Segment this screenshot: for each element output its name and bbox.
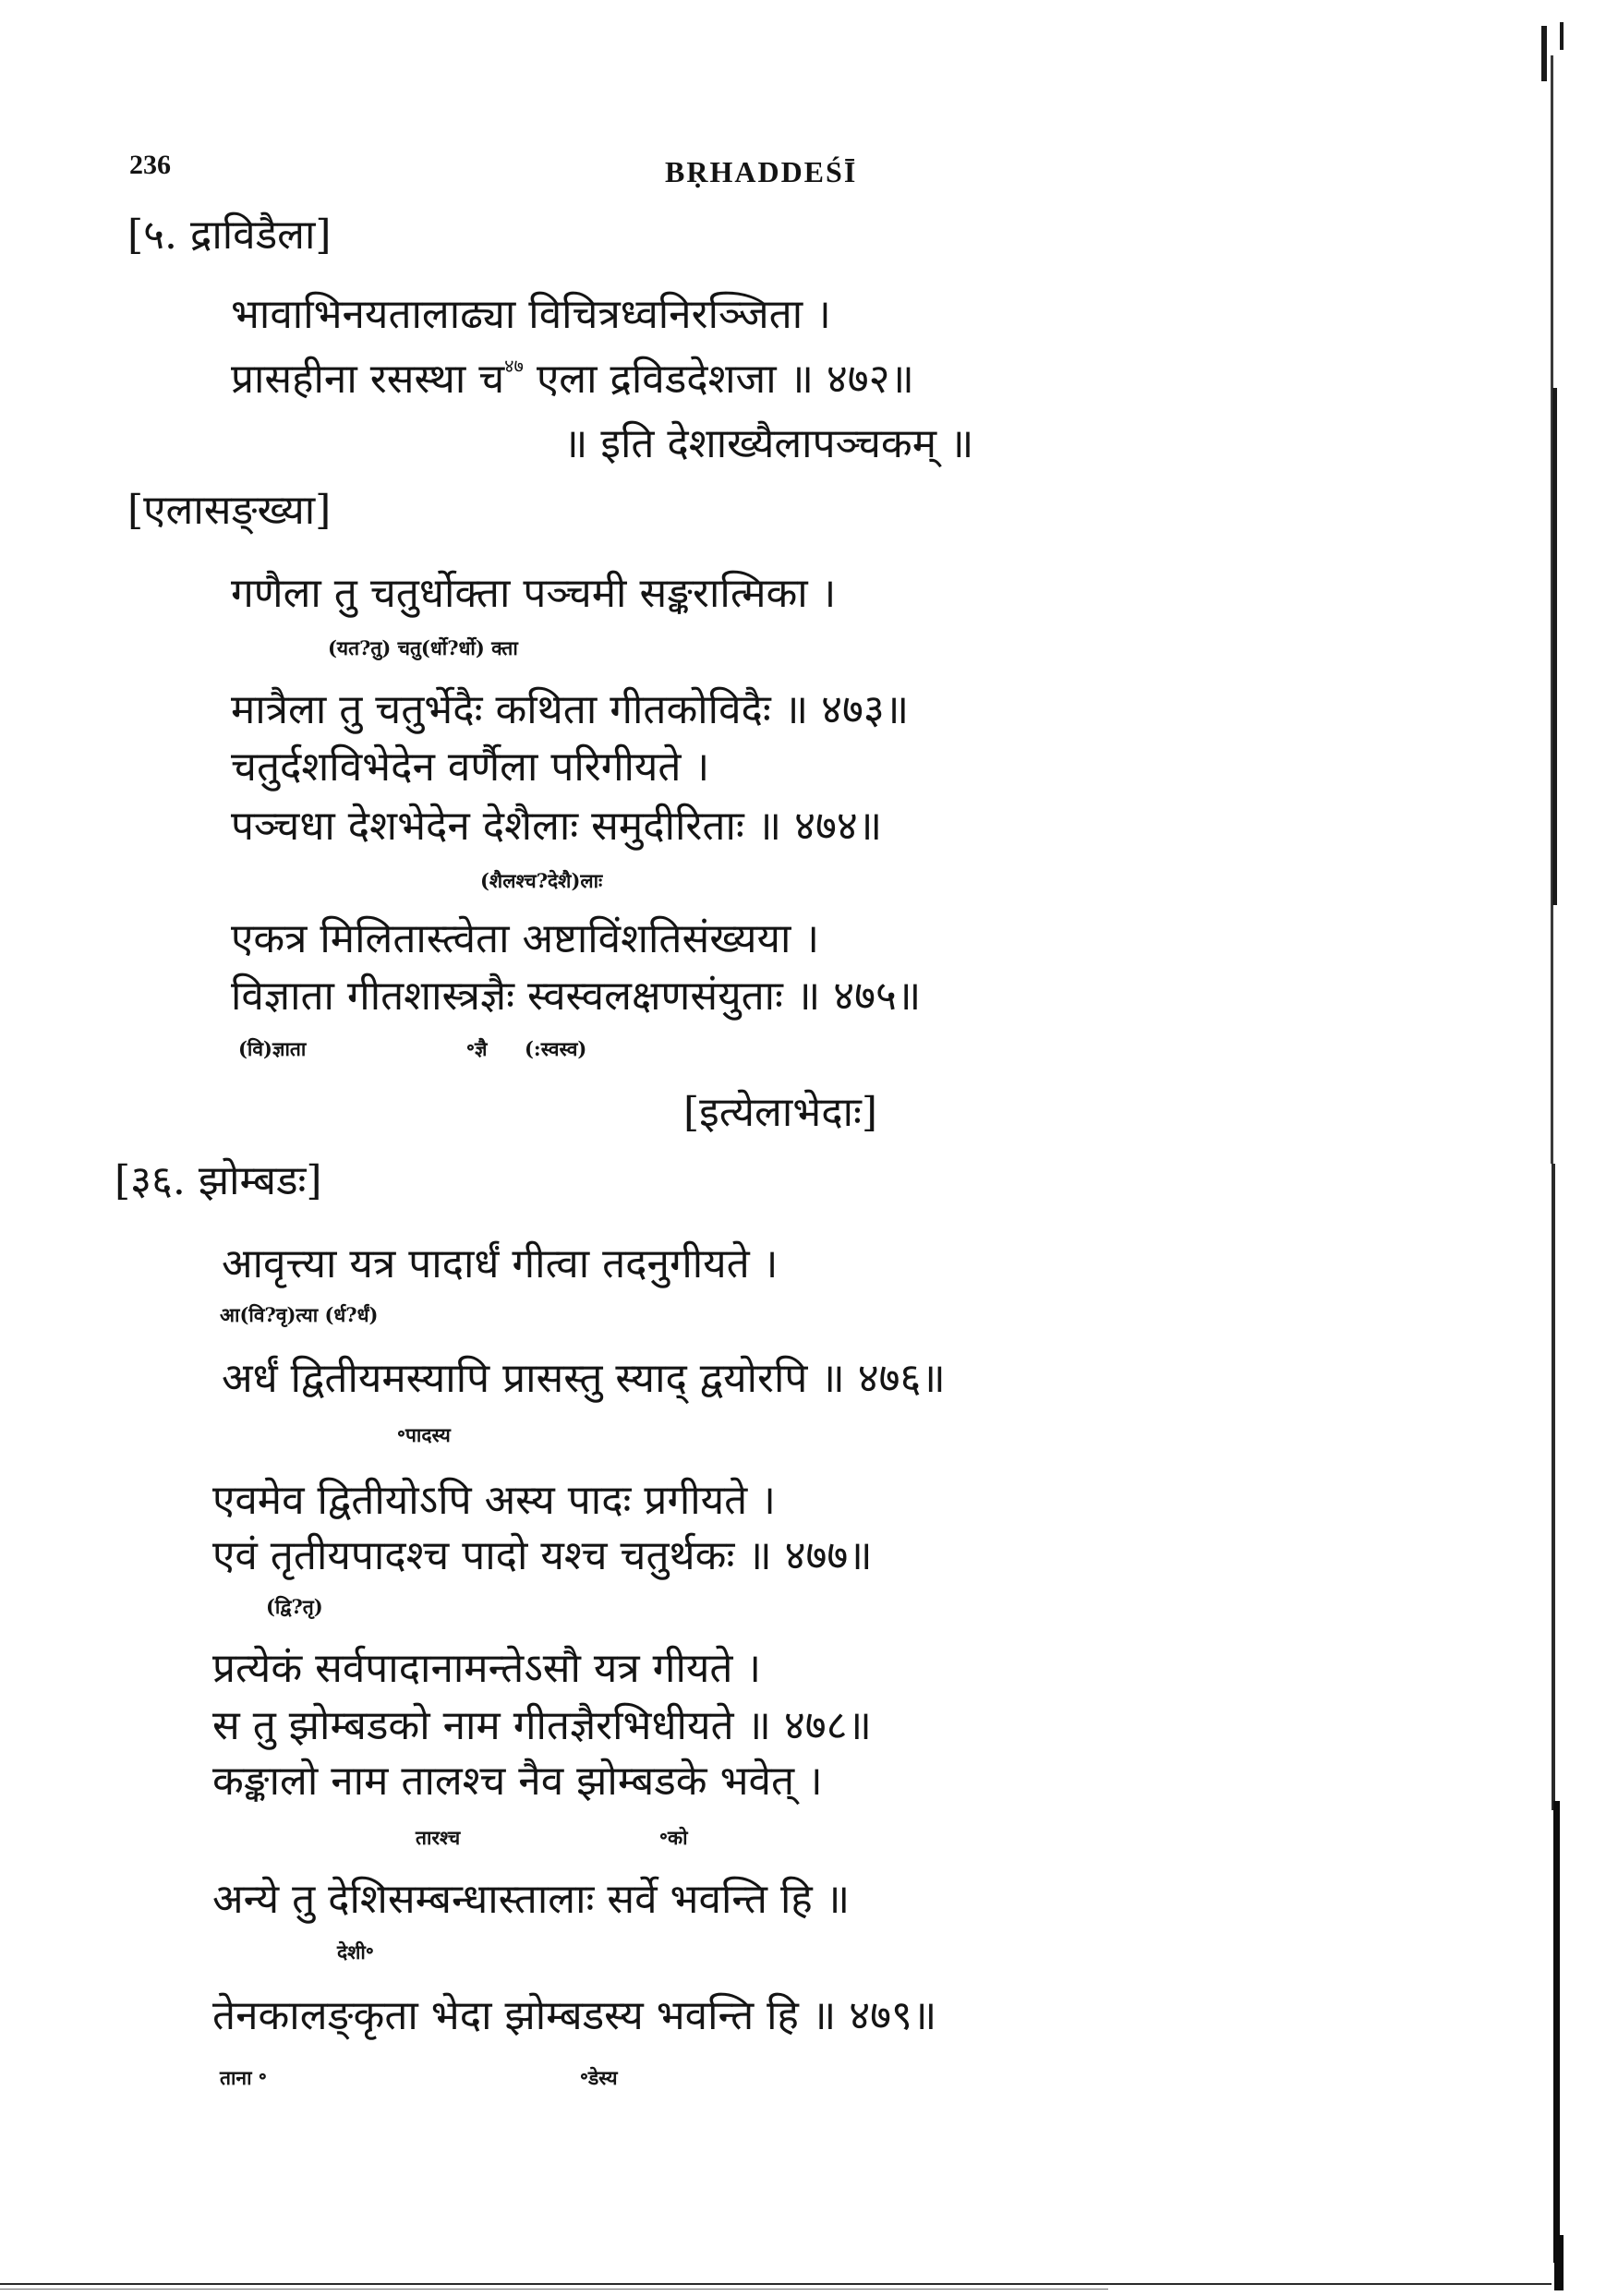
verse-line: एकत्र मिलितास्त्वेता अष्टाविंशतिसंख्यया । xyxy=(231,915,820,962)
verse-line: कङ्कालो नाम तालश्च नैव झोम्बडके भवेत् । xyxy=(212,1758,823,1805)
variant-reading: (द्वि?तृ) xyxy=(266,1595,323,1618)
variant-reading: (शैलश्च?देशै)लाः xyxy=(480,869,603,892)
verse-line: स तु झोम्बडको नाम गीतज्ञैरभिधीयते ॥ ४७८॥ xyxy=(212,1702,872,1749)
verse-text: प्रासहीना रसस्था च xyxy=(231,356,505,403)
section-heading-jhombada: [३६. झोम्बडः] xyxy=(115,1157,322,1204)
verse-line: एवमेव द्वितीयोऽपि अस्य पादः प्रगीयते । xyxy=(212,1477,776,1524)
verse-line: पञ्चधा देशभेदेन देशैलाः समुदीरिताः ॥ ४७४॥ xyxy=(231,803,883,850)
footnote-marker: ४७ xyxy=(504,355,524,377)
running-title: BṚHADDEŚĪ xyxy=(665,155,858,188)
verse-line: आवृत्त्या यत्र पादार्धं गीत्वा तदनुगीयते । xyxy=(222,1240,779,1287)
verse-line: मात्रैला तु चतुर्भेदैः कथिता गीतकोविदैः ॥ ४७३॥ xyxy=(231,686,910,733)
verse-line: प्रत्येकं सर्वपादानामन्तेऽसौ यत्र गीयते । xyxy=(212,1645,762,1692)
variant-reading: देशी॰ xyxy=(337,1940,374,1964)
variant-reading: ॰डेस्य xyxy=(580,2066,618,2089)
binding-edge-rule xyxy=(1532,0,1606,2296)
variant-reading: ॰ज्ञै xyxy=(466,1037,488,1060)
variant-reading: आ(वि?वृ)त्या (र्ध?र्धं) xyxy=(220,1303,379,1326)
verse-line: भावाभिनयतालाढ्या विचित्रध्वनिरञ्जिता । xyxy=(231,291,831,338)
section-heading-dravidaila: [५. द्राविडैला] xyxy=(127,211,332,259)
variant-reading: तारश्च xyxy=(416,1826,461,1849)
colophon-line: ॥ इति देशाख्यैलापञ्चकम् ॥ xyxy=(563,420,974,467)
variant-reading: (वि)ज्ञाता xyxy=(238,1037,307,1060)
page-number: 236 xyxy=(129,150,171,180)
verse-line: अन्ये तु देशिसम्बन्धास्तालाः सर्वे भवन्ति हि ॥ xyxy=(212,1876,851,1923)
variant-reading: (:स्वस्व) xyxy=(525,1037,587,1060)
variant-reading: ॰को xyxy=(659,1826,688,1849)
verse-line: विज्ञाता गीतशास्त्रज्ञैः स्वस्वलक्षणसंयुताः ॥ ४७५॥ xyxy=(231,973,922,1020)
verse-line xyxy=(231,349,914,405)
verse-line: तेनकालङ्कृता भेदा झोम्बडस्य भवन्ति हि ॥ ४७९॥ xyxy=(212,1992,937,2039)
colophon-line: [इत्येलाभेदाः] xyxy=(683,1089,878,1136)
verse-line: चतुर्दशविभेदेन वर्णैला परिगीयते । xyxy=(231,743,710,791)
verse-line: गणैला तु चतुर्धोक्ता पञ्चमी सङ्करात्मिका । xyxy=(231,570,837,617)
verse-line: अर्धं द्वितीयमस्यापि प्रासस्तु स्याद् द्वयोरपि ॥ ४७६॥ xyxy=(222,1355,946,1402)
verse-line: एवं तृतीयपादश्च पादो यश्च चतुर्थकः ॥ ४७७॥ xyxy=(212,1532,873,1579)
variant-reading: (यत?तु) चतु(र्धो?र्धो) क्ता xyxy=(328,636,518,659)
variant-reading: ॰पादस्य xyxy=(397,1423,451,1446)
verse-text-tail: एला द्रविडदेशजा ॥ ४७२॥ xyxy=(523,356,914,403)
section-heading-elasankhya: [एलासङ्ख्या] xyxy=(127,487,332,534)
bottom-edge-rule xyxy=(0,2274,1606,2296)
variant-reading: ताना ॰ xyxy=(220,2066,267,2089)
